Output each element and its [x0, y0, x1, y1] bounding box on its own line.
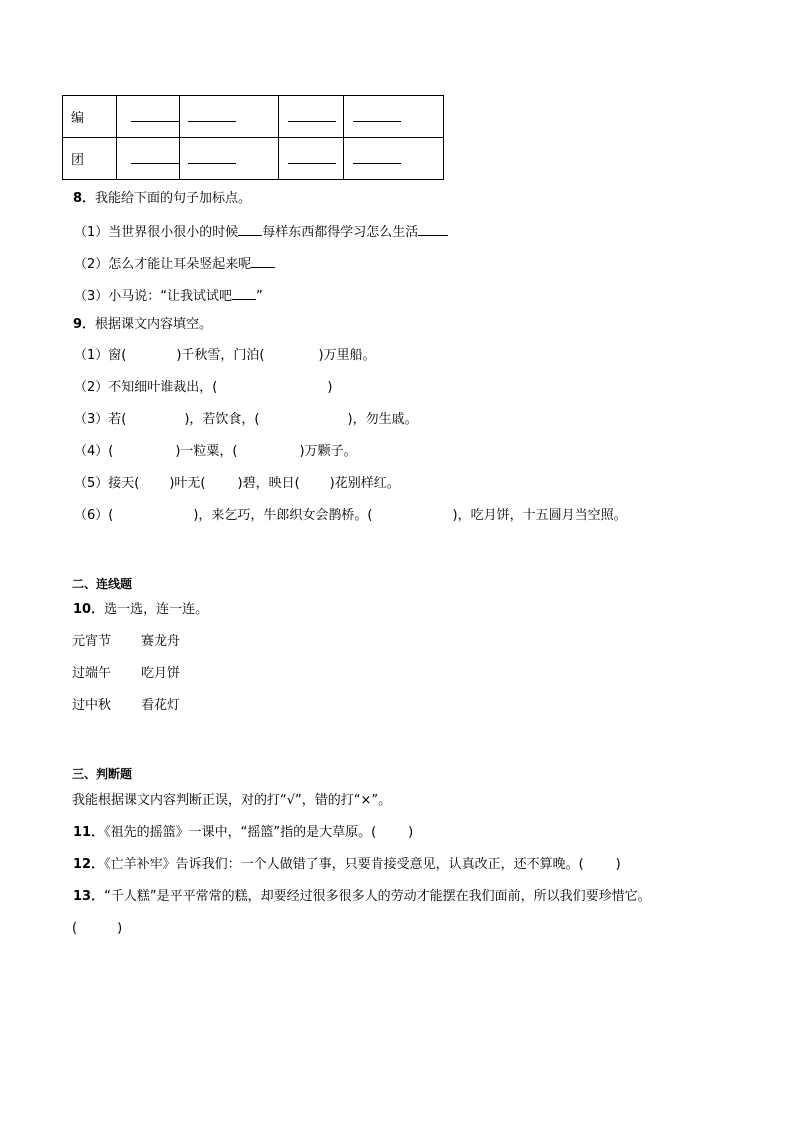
answer-blank-cell[interactable] — [344, 138, 444, 180]
question-11: 11．《祖先的摇篮》一课中，“摇篮”指的是大草原。( ) — [73, 825, 414, 840]
match-left-item[interactable]: 过中秋 — [72, 698, 112, 713]
question-8-item-2: （2）怎么才能让耳朵竖起来呢 — [74, 253, 275, 274]
match-right-item[interactable]: 看花灯 — [141, 698, 181, 713]
table-char-cell: 团 — [63, 138, 117, 180]
punctuation-blank[interactable] — [232, 285, 256, 300]
question-13: 13．“千人糕”是平平常常的糕，却要经过很多很多人的劳动才能摆在我们面前，所以我们要珍惜它。 — [73, 889, 651, 904]
match-right-item[interactable]: 吃月饼 — [141, 666, 181, 681]
table-row — [63, 96, 444, 138]
punctuation-blank[interactable] — [238, 221, 262, 236]
question-9-item-5: （5）接天( )叶无( )碧，映日( )花别样红。 — [74, 476, 400, 491]
question-9-item-1: （1）窗( )千秋雪，门泊( )万里船。 — [74, 348, 376, 363]
answer-blank-cell[interactable] — [279, 138, 344, 180]
section-3-heading: 三、判断题 — [72, 767, 133, 781]
question-9-item-2: （2）不知细叶谁裁出，( ) — [74, 380, 333, 395]
question-9-item-4: （4）( )一粒粟，( )万颗子。 — [74, 444, 357, 459]
word-table — [62, 95, 444, 180]
answer-blank-cell[interactable] — [344, 96, 444, 138]
answer-blank-cell[interactable] — [117, 96, 180, 138]
question-8-title: 8．我能给下面的句子加标点。 — [73, 191, 252, 206]
question-8-item-1: （1）当世界很小很小的时候 每样东西都得学习怎么生活 — [74, 221, 448, 242]
answer-blank-cell[interactable] — [180, 138, 279, 180]
table-row — [63, 138, 444, 180]
question-13-answer: ( ) — [72, 921, 123, 936]
question-12: 12．《亡羊补牢》告诉我们：一个人做错了事，只要肯接受意见，认真改正，还不算晚。( ) — [73, 857, 621, 872]
punctuation-blank[interactable] — [251, 253, 275, 268]
section-2-heading: 二、连线题 — [72, 577, 133, 591]
answer-blank-cell[interactable] — [117, 138, 180, 180]
question-9-item-6: （6）( )，来乞巧，牛郎织女会鹊桥。( )，吃月饼，十五圆月当空照。 — [74, 508, 627, 523]
question-8-item-3: （3）小马说：“让我试试吧 ” — [74, 285, 263, 306]
answer-blank-cell[interactable] — [180, 96, 279, 138]
question-9-item-3: （3）若( )，若饮食，( )，勿生戚。 — [74, 412, 418, 427]
punctuation-blank[interactable] — [418, 221, 448, 236]
question-10-title: 10．选一选，连一连。 — [73, 602, 209, 617]
match-left-item[interactable]: 元宵节 — [72, 634, 112, 649]
match-right-item[interactable]: 赛龙舟 — [141, 634, 181, 649]
answer-blank-cell[interactable] — [279, 96, 344, 138]
question-9-title: 9．根据课文内容填空。 — [73, 317, 213, 332]
table-char-cell: 编 — [63, 96, 117, 138]
match-left-item[interactable]: 过端午 — [72, 666, 112, 681]
judgement-instructions: 我能根据课文内容判断正误，对的打“√”，错的打“×”。 — [72, 793, 392, 808]
